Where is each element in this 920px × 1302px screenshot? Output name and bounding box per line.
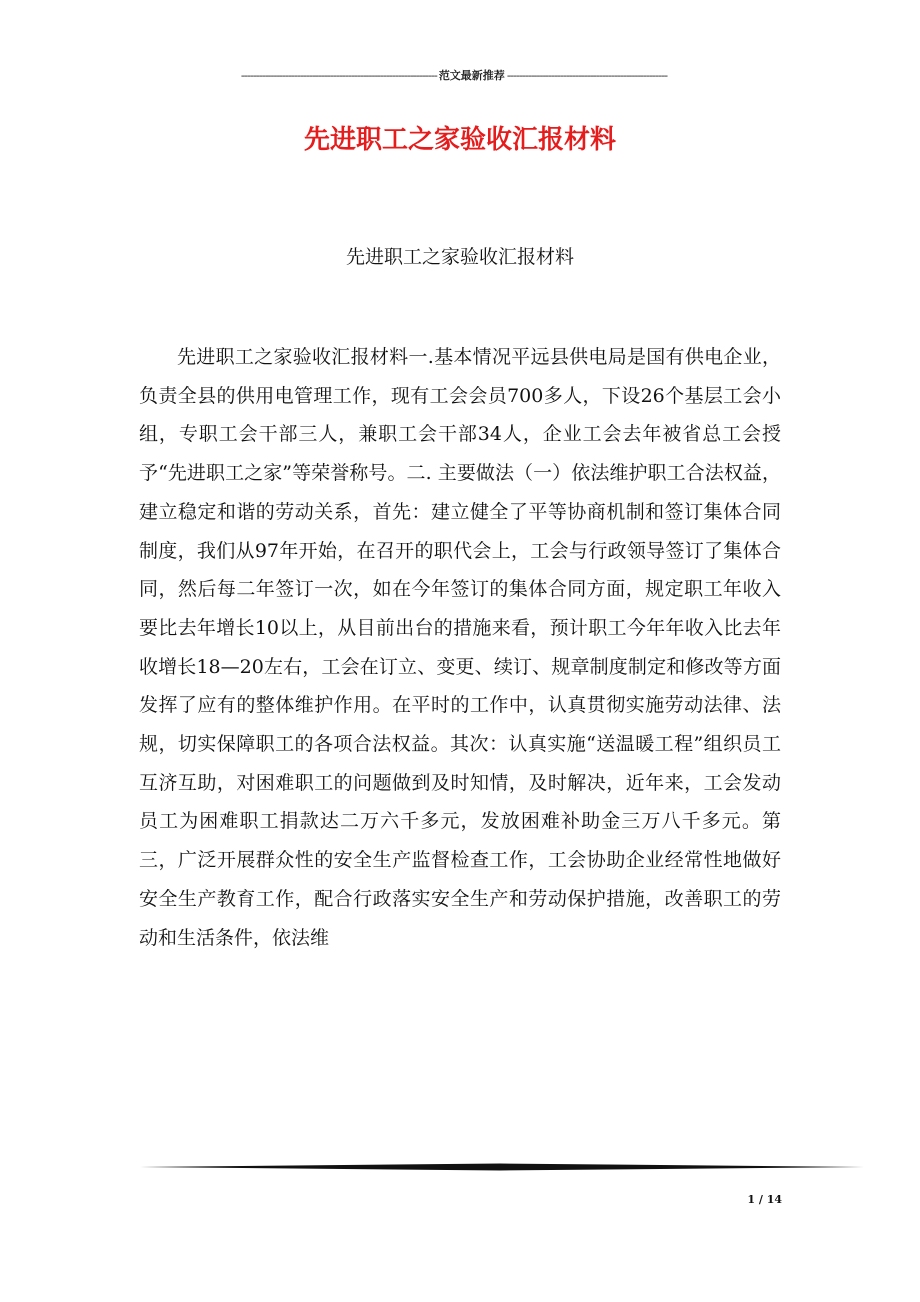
page-header bbox=[140, 68, 768, 84]
document-subtitle: 先进职工之家验收汇报材料 bbox=[345, 246, 574, 268]
header-tag: 范文最新推荐 bbox=[438, 69, 505, 82]
header-dashes-left: ------------------------------------------------------------------ bbox=[240, 69, 437, 82]
footer-divider bbox=[140, 1163, 864, 1171]
document-title: 先进职工之家验收汇报材料 bbox=[303, 125, 616, 155]
header-dashes-right: ------------------------------------------------------ bbox=[506, 69, 668, 82]
body-paragraph: 先进职工之家验收汇报材料一.基本情况平远县供电局是国有供电企业，负责全县的供用电管理工作，现有工会会员700多人，下设26个基层工会小组，专职工会干部三人，兼职工会干部34人，企业工会去年被省总工会授予“先进职工之家”等荣誉称号。二. 主要做法（一）依法维护职工合法权益，建立稳定和谐的劳动关系，首先：建立健全了平等协商机制和签订集体合同制度，我们从97年开始，在召开的职代会上，工会与行政领导签订了集体合同，然后每二年签订一次，如在今年签订的集体合同方面，规定职工年收入要比去年增长10以上，从目前出台的措施来看，预计职工今年年收入比去年收增长18—20左右，工会在订立、变更、续订、规章制度制定和修改等方面发挥了应有的整体维护作用。在平时的工作中，认真贯彻实施劳动法律、法规，切实保障职工的各项合法权益。其次：认真实施“送温暖工程”组织员工互济互助，对困难职工的问题做到及时知情，及时解决，近年来，工会发动员工为困难职工捐款达二万六千多元，发放困难补助金三万八千多元。第三，广泛开展群众性的安全生产监督检查工作，工会协助企业经常性地做好安全生产教育工作，配合行政落实安全生产和劳动保护措施，改善职工的劳动和生活条件，依法维 bbox=[139, 346, 781, 949]
page-number: 1 / 14 bbox=[747, 1193, 782, 1206]
